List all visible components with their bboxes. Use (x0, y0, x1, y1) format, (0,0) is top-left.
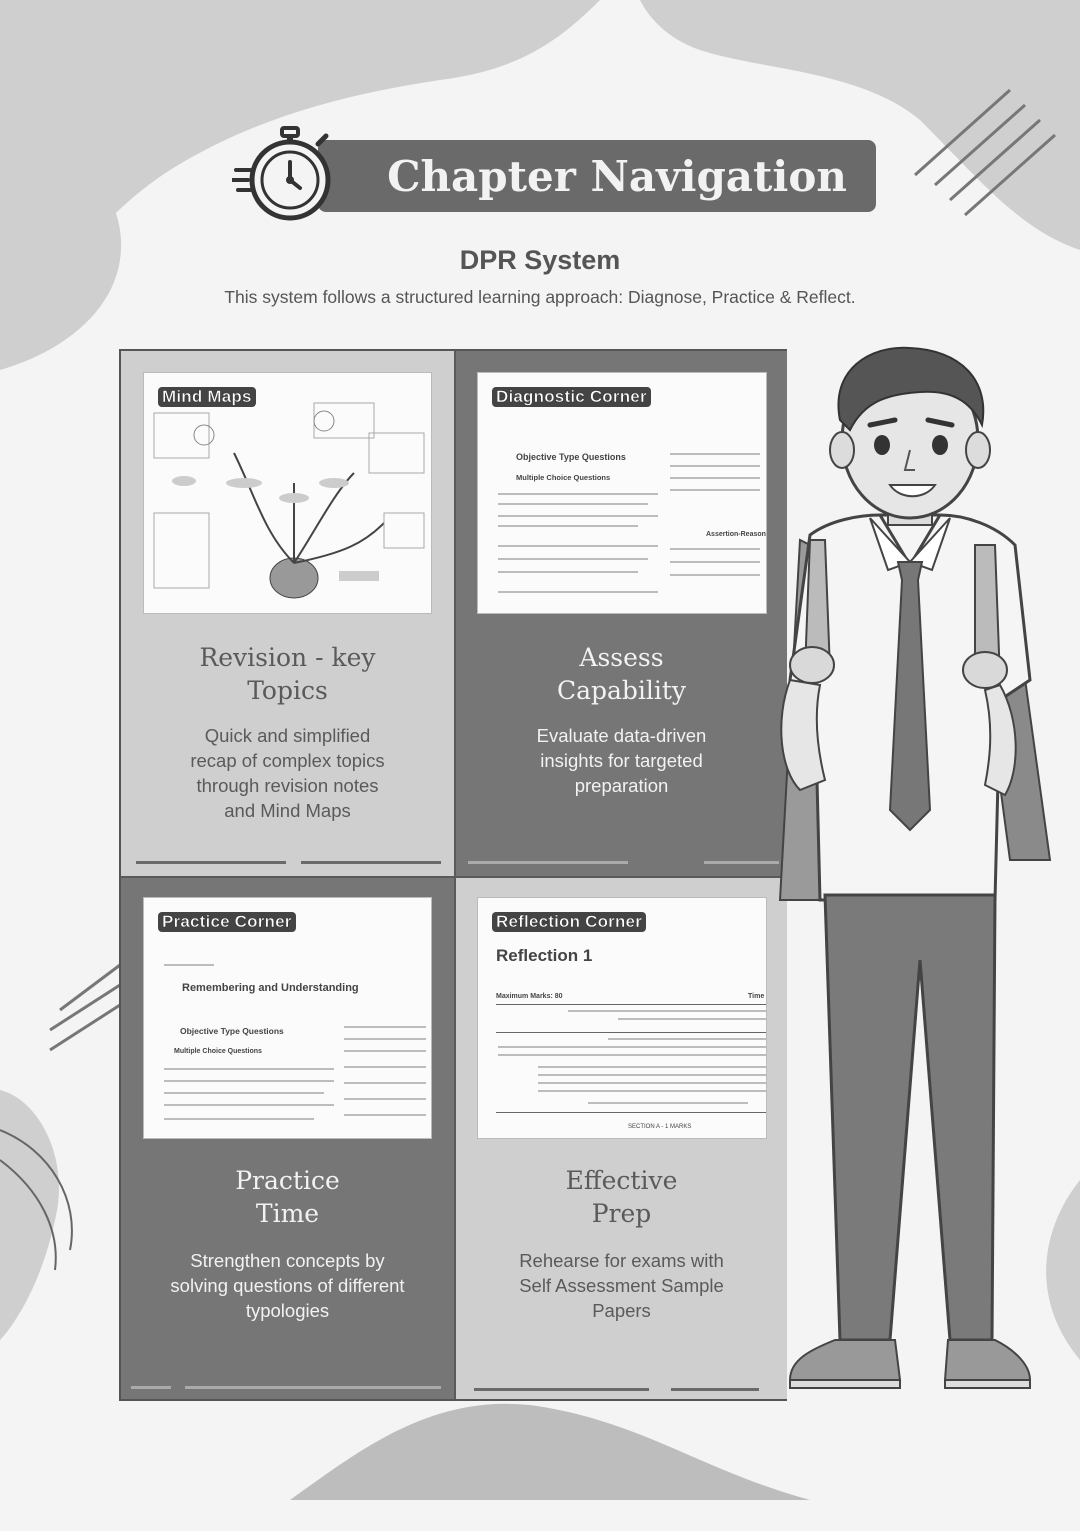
card-title-line: Effective (565, 1166, 678, 1195)
page-title: Chapter Navigation (387, 151, 847, 201)
text-line (670, 561, 760, 563)
mind-map-thumbnail (144, 373, 431, 613)
divider (671, 1388, 759, 1391)
text-line (588, 1102, 748, 1104)
text-line (164, 1080, 334, 1082)
text-line (496, 1032, 766, 1033)
card-title-line: Prep (591, 1199, 652, 1228)
text-line (344, 1038, 426, 1040)
divider (185, 1386, 441, 1389)
text-line (608, 1038, 766, 1040)
thumb-heading: Reflection 1 (496, 946, 593, 965)
card-reflection (456, 878, 787, 1399)
card-tag: Practice Corner (158, 912, 296, 932)
card-title (121, 641, 454, 707)
card-tag: Reflection Corner (492, 912, 646, 932)
desc-line: through revision notes (196, 775, 379, 796)
feature-grid (119, 349, 787, 1401)
text-line (618, 1018, 766, 1020)
card-title (456, 1164, 787, 1230)
card-assess (456, 351, 787, 876)
card-description (456, 1248, 787, 1323)
desc-line: solving questions of different (170, 1275, 405, 1296)
thumb-section: SECTION A - 1 MARKS (628, 1124, 692, 1130)
text-line (670, 465, 760, 467)
text-line (498, 571, 638, 573)
text-line (670, 477, 760, 479)
text-line (344, 1066, 426, 1068)
text-line (498, 591, 658, 593)
text-line (498, 1054, 766, 1056)
text-line (344, 1082, 426, 1084)
system-tagline: This system follows a structured learning approach: Diagnose, Practice & Reflect. (224, 287, 856, 307)
text-line (498, 1046, 766, 1048)
card-title-line: Capability (556, 676, 687, 705)
thumb-side: Assertion-Reason (706, 531, 766, 538)
text-line (498, 503, 648, 505)
thumb-section: Remembering and Understanding (182, 982, 359, 994)
text-line (568, 1010, 766, 1012)
thumb-sub: Multiple Choice Questions (516, 473, 611, 482)
practice-thumbnail (144, 898, 431, 1138)
desc-line: insights for targeted (540, 750, 703, 771)
card-practice (121, 878, 454, 1399)
desc-line: Rehearse for exams with (519, 1250, 724, 1271)
thumb-heading: Objective Type Questions (516, 452, 626, 462)
card-description (456, 723, 787, 798)
text-line (496, 1004, 766, 1005)
text-line (164, 1068, 334, 1070)
thumb-marks: Maximum Marks: 80 (496, 993, 563, 1000)
card-title-line: Topics (247, 676, 328, 705)
desc-line: recap of complex topics (190, 750, 385, 771)
card-revision (121, 351, 454, 876)
text-line (670, 574, 760, 576)
stopwatch-icon (232, 122, 340, 222)
divider (468, 861, 628, 864)
reflection-thumbnail (478, 898, 766, 1138)
diagnostic-thumbnail (478, 373, 766, 613)
text-line (538, 1074, 766, 1076)
card-title-line: Revision - key (199, 643, 376, 672)
divider (301, 861, 441, 864)
card-tag: Mind Maps (158, 387, 256, 407)
text-line (498, 545, 658, 547)
text-line (164, 1118, 314, 1120)
text-line (344, 1050, 426, 1052)
card-title-line: Time (255, 1199, 320, 1228)
desc-line: and Mind Maps (224, 800, 351, 821)
text-line (496, 1112, 766, 1113)
text-line (164, 1092, 324, 1094)
divider (474, 1388, 649, 1391)
text-line (344, 1098, 426, 1100)
thumb-time: Time (748, 993, 765, 1000)
card-description (121, 723, 454, 823)
desc-line: Strengthen concepts by (190, 1250, 385, 1271)
divider (136, 861, 286, 864)
text-line (670, 453, 760, 455)
text-line (670, 548, 760, 550)
card-title (121, 1164, 454, 1230)
text-line (538, 1082, 766, 1084)
text-line (164, 964, 214, 966)
student-illustration (770, 340, 1060, 1410)
card-title-line: Assess (579, 643, 664, 672)
text-line (538, 1066, 766, 1068)
text-line (498, 515, 658, 517)
card-title-line: Practice (235, 1166, 340, 1195)
thumb-heading: Objective Type Questions (180, 1026, 284, 1036)
card-tag: Diagnostic Corner (492, 387, 651, 407)
system-name: DPR System (459, 245, 621, 275)
divider (704, 861, 779, 864)
desc-line: preparation (574, 775, 669, 796)
desc-line: Papers (592, 1300, 651, 1321)
text-line (344, 1026, 426, 1028)
thumb-sub: Multiple Choice Questions (174, 1048, 262, 1055)
text-line (498, 493, 658, 495)
card-title (456, 641, 787, 707)
text-line (498, 525, 638, 527)
desc-line: Evaluate data-driven (536, 725, 707, 746)
text-line (538, 1090, 766, 1092)
text-line (344, 1114, 426, 1116)
desc-line: Quick and simplified (204, 725, 371, 746)
divider (131, 1386, 171, 1389)
text-line (164, 1104, 334, 1106)
text-line (498, 558, 648, 560)
text-line (670, 489, 760, 491)
card-description (121, 1248, 454, 1323)
desc-line: typologies (245, 1300, 330, 1321)
desc-line: Self Assessment Sample (519, 1275, 724, 1296)
mind-map-illustration (144, 373, 431, 613)
